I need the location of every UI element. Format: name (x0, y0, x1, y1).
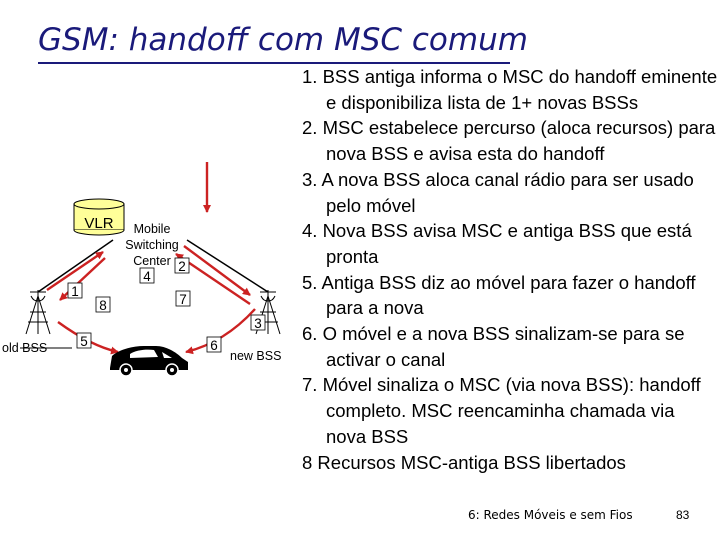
svg-text:7: 7 (179, 292, 187, 307)
step-marker-3 (251, 315, 265, 331)
step-marker-6 (207, 337, 221, 353)
step-marker-8 (96, 297, 110, 313)
svg-text:4: 4 (143, 269, 151, 284)
car-icon (110, 346, 188, 376)
msc-label-line-1: Mobile (133, 222, 171, 236)
old-bss-label: old BSS (2, 341, 48, 355)
new-bss-label: new BSS (230, 349, 282, 363)
svg-text:1: 1 (71, 284, 79, 299)
svg-text:6: 6 (210, 338, 218, 353)
step-item-7: 7. Móvel sinaliza o MSC (via nova BSS): handoff completo. MSC reencaminha chamada via nova BSS (302, 374, 701, 447)
step-item-8: 8 Recursos MSC-antiga BSS libertados (302, 451, 626, 473)
step-item-2: 2. MSC estabelece percurso (aloca recursos) para nova BSS e avisa esta do handoff (302, 117, 716, 165)
step-marker-7 (176, 291, 190, 307)
svg-text:3: 3 (254, 316, 262, 331)
step-item-6: 6. O móvel e a nova BSS sinalizam-se para se activar o canal (302, 323, 685, 370)
vlr-label: VLR (84, 215, 114, 232)
step-item-5: 5. Antiga BSS diz ao móvel para fazer o handoff para a nova (302, 271, 696, 319)
arrow-step-2 (184, 246, 250, 295)
handoff-steps-list (300, 64, 718, 475)
step-marker-5 (77, 333, 91, 349)
svg-text:5: 5 (80, 334, 88, 349)
arrow-step-8 (60, 258, 105, 300)
svg-text:2: 2 (178, 259, 186, 274)
msc-label-line-2: Switching (125, 238, 179, 252)
handoff-diagram (0, 0, 300, 400)
step-item-1: 1. BSS antiga informa o MSC do handoff eminente e disponibiliza lista de 1+ novas BSSs (302, 66, 718, 113)
step-item-4: 4. Nova BSS avisa MSC e antiga BSS que está pronta (302, 220, 692, 267)
slide-footer: 6: Redes Móveis e sem Fios (468, 508, 633, 522)
link-msc-new-bss (187, 240, 268, 292)
svg-text:8: 8 (99, 298, 107, 313)
step-marker-1 (68, 283, 82, 299)
msc-label-line-3: Center (133, 254, 171, 268)
step-item-3: 3. A nova BSS aloca canal rádio para ser usado pelo móvel (302, 168, 694, 216)
old-bss-antenna-icon (26, 290, 50, 334)
step-marker-4 (140, 268, 154, 284)
slide-title: GSM: handoff com MSC comum (38, 22, 528, 58)
step-marker-2 (175, 258, 189, 274)
page-number: 83 (676, 508, 690, 522)
